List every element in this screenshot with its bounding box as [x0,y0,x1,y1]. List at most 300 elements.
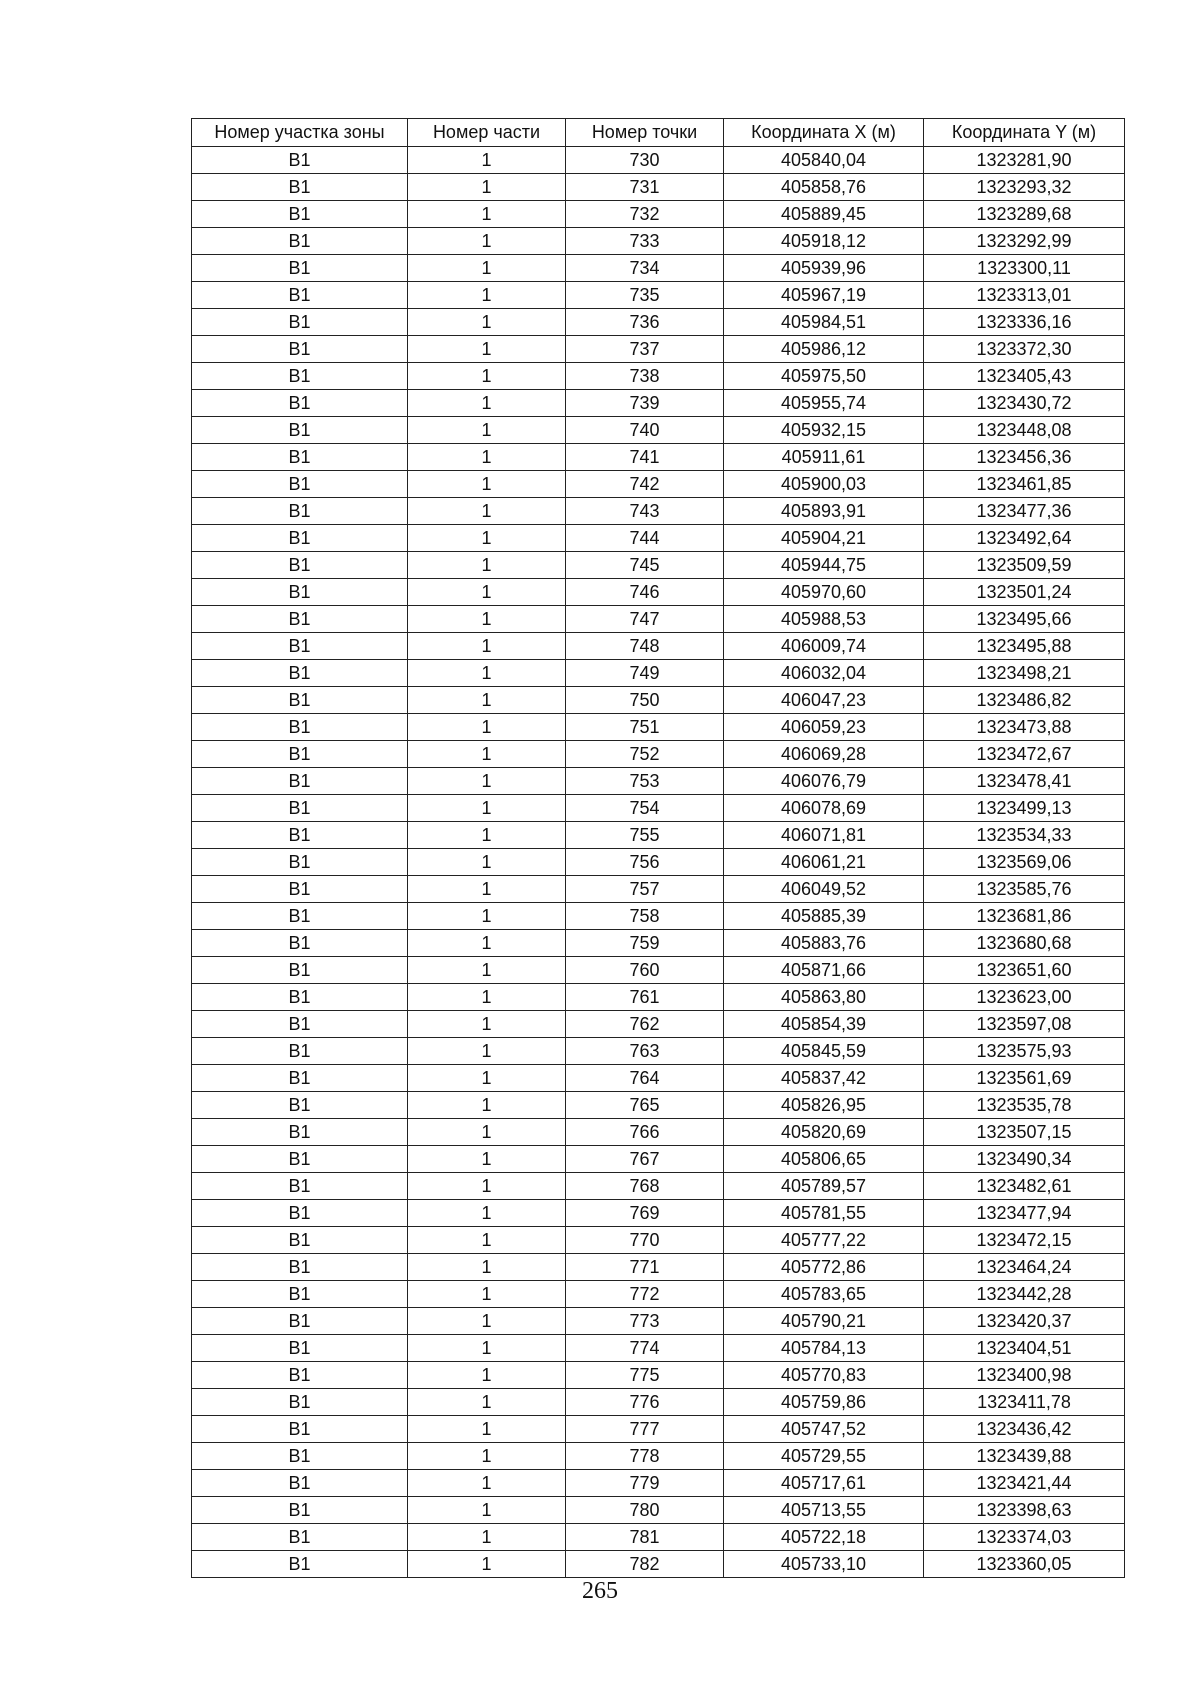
zone-section-cell: B1 [192,660,408,687]
header-part-number: Номер части [408,119,566,147]
coordinate-y-cell: 1323597,08 [924,1011,1125,1038]
coordinate-x-cell: 405889,45 [724,201,924,228]
coordinate-x-cell: 405904,21 [724,525,924,552]
coordinates-table [191,118,1125,1578]
zone-section-cell: B1 [192,1389,408,1416]
part-number-cell: 1 [408,1362,566,1389]
coordinate-y-cell: 1323442,28 [924,1281,1125,1308]
table-row [192,1146,1125,1173]
coordinate-y-cell: 1323561,69 [924,1065,1125,1092]
coordinate-y-cell: 1323482,61 [924,1173,1125,1200]
coordinate-y-cell: 1323430,72 [924,390,1125,417]
part-number-cell: 1 [408,687,566,714]
coordinate-y-cell: 1323486,82 [924,687,1125,714]
coordinate-x-cell: 405854,39 [724,1011,924,1038]
point-number-cell: 741 [566,444,724,471]
coordinate-x-cell: 405770,83 [724,1362,924,1389]
zone-section-cell: B1 [192,849,408,876]
part-number-cell: 1 [408,741,566,768]
coordinate-y-cell: 1323507,15 [924,1119,1125,1146]
table-row [192,525,1125,552]
part-number-cell: 1 [408,903,566,930]
zone-section-cell: B1 [192,201,408,228]
zone-section-cell: B1 [192,444,408,471]
coordinate-y-cell: 1323421,44 [924,1470,1125,1497]
part-number-cell: 1 [408,579,566,606]
coordinate-y-cell: 1323313,01 [924,282,1125,309]
zone-section-cell: B1 [192,498,408,525]
table-row [192,1281,1125,1308]
zone-section-cell: B1 [192,1065,408,1092]
zone-section-cell: B1 [192,1200,408,1227]
table-row [192,498,1125,525]
part-number-cell: 1 [408,417,566,444]
table-row [192,687,1125,714]
part-number-cell: 1 [408,1200,566,1227]
table-row [192,1497,1125,1524]
table-row [192,1443,1125,1470]
coordinate-x-cell: 405777,22 [724,1227,924,1254]
point-number-cell: 761 [566,984,724,1011]
header-row [192,119,1125,147]
zone-section-cell: B1 [192,903,408,930]
point-number-cell: 744 [566,525,724,552]
table-row [192,1065,1125,1092]
table-row [192,363,1125,390]
point-number-cell: 776 [566,1389,724,1416]
coordinate-x-cell: 406009,74 [724,633,924,660]
point-number-cell: 742 [566,471,724,498]
coordinate-y-cell: 1323292,99 [924,228,1125,255]
zone-section-cell: B1 [192,768,408,795]
point-number-cell: 759 [566,930,724,957]
coordinate-x-cell: 405826,95 [724,1092,924,1119]
coordinate-x-cell: 406032,04 [724,660,924,687]
point-number-cell: 752 [566,741,724,768]
coordinate-y-cell: 1323501,24 [924,579,1125,606]
coordinate-x-cell: 405790,21 [724,1308,924,1335]
zone-section-cell: B1 [192,1497,408,1524]
table-row [192,822,1125,849]
coordinate-y-cell: 1323473,88 [924,714,1125,741]
table-row [192,1011,1125,1038]
table-row [192,201,1125,228]
point-number-cell: 766 [566,1119,724,1146]
part-number-cell: 1 [408,1065,566,1092]
coordinate-y-cell: 1323492,64 [924,525,1125,552]
part-number-cell: 1 [408,1254,566,1281]
zone-section-cell: B1 [192,228,408,255]
coordinate-x-cell: 405885,39 [724,903,924,930]
point-number-cell: 764 [566,1065,724,1092]
coordinate-y-cell: 1323405,43 [924,363,1125,390]
coordinate-x-cell: 405871,66 [724,957,924,984]
part-number-cell: 1 [408,1173,566,1200]
coordinate-x-cell: 405789,57 [724,1173,924,1200]
zone-section-cell: B1 [192,1119,408,1146]
coordinate-x-cell: 405893,91 [724,498,924,525]
coordinate-x-cell: 405863,80 [724,984,924,1011]
coordinate-y-cell: 1323585,76 [924,876,1125,903]
coordinate-y-cell: 1323374,03 [924,1524,1125,1551]
coordinate-x-cell: 405781,55 [724,1200,924,1227]
zone-section-cell: B1 [192,309,408,336]
coordinate-x-cell: 405975,50 [724,363,924,390]
coordinate-x-cell: 405988,53 [724,606,924,633]
coordinate-y-cell: 1323472,67 [924,741,1125,768]
zone-section-cell: B1 [192,1308,408,1335]
table-row [192,1254,1125,1281]
table-row [192,1092,1125,1119]
table-row [192,1119,1125,1146]
table-row [192,417,1125,444]
point-number-cell: 745 [566,552,724,579]
table-row [192,660,1125,687]
coordinate-y-cell: 1323477,94 [924,1200,1125,1227]
coordinate-y-cell: 1323456,36 [924,444,1125,471]
point-number-cell: 730 [566,147,724,174]
table-row [192,1524,1125,1551]
part-number-cell: 1 [408,1524,566,1551]
table-row [192,228,1125,255]
table-row [192,174,1125,201]
part-number-cell: 1 [408,984,566,1011]
part-number-cell: 1 [408,228,566,255]
coordinate-y-cell: 1323472,15 [924,1227,1125,1254]
table-row [192,957,1125,984]
coordinate-x-cell: 406059,23 [724,714,924,741]
point-number-cell: 768 [566,1173,724,1200]
coordinate-x-cell: 406078,69 [724,795,924,822]
table-row [192,849,1125,876]
table-row [192,309,1125,336]
zone-section-cell: B1 [192,1416,408,1443]
coordinate-y-cell: 1323623,00 [924,984,1125,1011]
point-number-cell: 743 [566,498,724,525]
coordinate-y-cell: 1323575,93 [924,1038,1125,1065]
point-number-cell: 758 [566,903,724,930]
coordinate-x-cell: 405845,59 [724,1038,924,1065]
coordinate-y-cell: 1323398,63 [924,1497,1125,1524]
page-number: 265 [582,1578,618,1604]
point-number-cell: 763 [566,1038,724,1065]
point-number-cell: 770 [566,1227,724,1254]
part-number-cell: 1 [408,336,566,363]
table-row [192,147,1125,174]
point-number-cell: 779 [566,1470,724,1497]
point-number-cell: 749 [566,660,724,687]
coordinate-y-cell: 1323372,30 [924,336,1125,363]
coordinate-x-cell: 405772,86 [724,1254,924,1281]
coordinate-x-cell: 406069,28 [724,741,924,768]
part-number-cell: 1 [408,1443,566,1470]
point-number-cell: 739 [566,390,724,417]
zone-section-cell: B1 [192,1173,408,1200]
zone-section-cell: B1 [192,336,408,363]
coordinate-x-cell: 405858,76 [724,174,924,201]
table-row [192,444,1125,471]
part-number-cell: 1 [408,714,566,741]
point-number-cell: 769 [566,1200,724,1227]
coordinate-x-cell: 406047,23 [724,687,924,714]
coordinate-y-cell: 1323477,36 [924,498,1125,525]
part-number-cell: 1 [408,282,566,309]
point-number-cell: 755 [566,822,724,849]
point-number-cell: 775 [566,1362,724,1389]
table-row [192,633,1125,660]
coordinate-x-cell: 405722,18 [724,1524,924,1551]
coordinate-x-cell: 405900,03 [724,471,924,498]
zone-section-cell: B1 [192,633,408,660]
part-number-cell: 1 [408,525,566,552]
table-row [192,768,1125,795]
point-number-cell: 771 [566,1254,724,1281]
zone-section-cell: B1 [192,1281,408,1308]
table-row [192,1362,1125,1389]
coordinate-y-cell: 1323300,11 [924,255,1125,282]
zone-section-cell: B1 [192,1092,408,1119]
part-number-cell: 1 [408,390,566,417]
point-number-cell: 738 [566,363,724,390]
zone-section-cell: B1 [192,1362,408,1389]
coordinate-x-cell: 405759,86 [724,1389,924,1416]
point-number-cell: 780 [566,1497,724,1524]
coordinate-y-cell: 1323651,60 [924,957,1125,984]
part-number-cell: 1 [408,1146,566,1173]
part-number-cell: 1 [408,552,566,579]
coordinate-x-cell: 405783,65 [724,1281,924,1308]
part-number-cell: 1 [408,309,566,336]
zone-section-cell: B1 [192,174,408,201]
coordinate-x-cell: 405840,04 [724,147,924,174]
zone-section-cell: B1 [192,552,408,579]
point-number-cell: 731 [566,174,724,201]
table-row [192,336,1125,363]
zone-section-cell: B1 [192,687,408,714]
point-number-cell: 740 [566,417,724,444]
coordinate-y-cell: 1323336,16 [924,309,1125,336]
coordinate-y-cell: 1323534,33 [924,822,1125,849]
part-number-cell: 1 [408,1281,566,1308]
part-number-cell: 1 [408,1308,566,1335]
coordinate-y-cell: 1323439,88 [924,1443,1125,1470]
table-row [192,1416,1125,1443]
table-row [192,1173,1125,1200]
point-number-cell: 736 [566,309,724,336]
part-number-cell: 1 [408,1011,566,1038]
table-row [192,1551,1125,1578]
part-number-cell: 1 [408,1038,566,1065]
coordinate-y-cell: 1323464,24 [924,1254,1125,1281]
zone-section-cell: B1 [192,714,408,741]
part-number-cell: 1 [408,255,566,282]
coordinate-x-cell: 405747,52 [724,1416,924,1443]
point-number-cell: 762 [566,1011,724,1038]
part-number-cell: 1 [408,930,566,957]
part-number-cell: 1 [408,1227,566,1254]
coordinate-y-cell: 1323499,13 [924,795,1125,822]
part-number-cell: 1 [408,1389,566,1416]
part-number-cell: 1 [408,498,566,525]
coordinate-x-cell: 405918,12 [724,228,924,255]
coordinate-x-cell: 406076,79 [724,768,924,795]
table-row [192,984,1125,1011]
part-number-cell: 1 [408,363,566,390]
zone-section-cell: B1 [192,1011,408,1038]
part-number-cell: 1 [408,876,566,903]
point-number-cell: 735 [566,282,724,309]
zone-section-cell: B1 [192,1038,408,1065]
part-number-cell: 1 [408,471,566,498]
table-row [192,795,1125,822]
coordinate-x-cell: 405967,19 [724,282,924,309]
point-number-cell: 765 [566,1092,724,1119]
zone-section-cell: B1 [192,417,408,444]
zone-section-cell: B1 [192,1524,408,1551]
table-row [192,552,1125,579]
point-number-cell: 777 [566,1416,724,1443]
coordinate-x-cell: 405955,74 [724,390,924,417]
table-row [192,255,1125,282]
point-number-cell: 760 [566,957,724,984]
coordinate-x-cell: 406071,81 [724,822,924,849]
coordinate-y-cell: 1323490,34 [924,1146,1125,1173]
coordinate-y-cell: 1323498,21 [924,660,1125,687]
zone-section-cell: B1 [192,741,408,768]
part-number-cell: 1 [408,795,566,822]
coordinate-x-cell: 405713,55 [724,1497,924,1524]
part-number-cell: 1 [408,147,566,174]
coordinate-y-cell: 1323509,59 [924,552,1125,579]
coordinate-x-cell: 405939,96 [724,255,924,282]
table-row [192,579,1125,606]
coordinate-x-cell: 405729,55 [724,1443,924,1470]
header-zone-section: Номер участка зоны [192,119,408,147]
zone-section-cell: B1 [192,390,408,417]
part-number-cell: 1 [408,1335,566,1362]
coordinate-x-cell: 405944,75 [724,552,924,579]
point-number-cell: 774 [566,1335,724,1362]
zone-section-cell: B1 [192,1146,408,1173]
table-row [192,741,1125,768]
coordinate-x-cell: 405717,61 [724,1470,924,1497]
table-row [192,1389,1125,1416]
header-coordinate-y: Координата Y (м) [924,119,1125,147]
point-number-cell: 772 [566,1281,724,1308]
point-number-cell: 732 [566,201,724,228]
coordinate-x-cell: 406061,21 [724,849,924,876]
coordinate-x-cell: 405932,15 [724,417,924,444]
part-number-cell: 1 [408,633,566,660]
point-number-cell: 767 [566,1146,724,1173]
zone-section-cell: B1 [192,1254,408,1281]
coordinate-y-cell: 1323448,08 [924,417,1125,444]
table-row [192,1335,1125,1362]
part-number-cell: 1 [408,201,566,228]
zone-section-cell: B1 [192,147,408,174]
coordinate-y-cell: 1323569,06 [924,849,1125,876]
zone-section-cell: B1 [192,1551,408,1578]
coordinate-x-cell: 406049,52 [724,876,924,903]
zone-section-cell: B1 [192,822,408,849]
table-row [192,714,1125,741]
coordinate-x-cell: 405784,13 [724,1335,924,1362]
coordinate-x-cell: 405911,61 [724,444,924,471]
table-row [192,606,1125,633]
zone-section-cell: B1 [192,1443,408,1470]
zone-section-cell: B1 [192,255,408,282]
table-row [192,1227,1125,1254]
zone-section-cell: B1 [192,579,408,606]
coordinate-y-cell: 1323420,37 [924,1308,1125,1335]
point-number-cell: 773 [566,1308,724,1335]
table-row [192,390,1125,417]
coordinate-y-cell: 1323400,98 [924,1362,1125,1389]
coordinate-y-cell: 1323436,42 [924,1416,1125,1443]
part-number-cell: 1 [408,822,566,849]
part-number-cell: 1 [408,1470,566,1497]
part-number-cell: 1 [408,1416,566,1443]
point-number-cell: 757 [566,876,724,903]
point-number-cell: 737 [566,336,724,363]
zone-section-cell: B1 [192,957,408,984]
table-row [192,1038,1125,1065]
point-number-cell: 756 [566,849,724,876]
part-number-cell: 1 [408,444,566,471]
part-number-cell: 1 [408,606,566,633]
zone-section-cell: B1 [192,876,408,903]
table-header [192,119,1125,147]
coordinate-x-cell: 405806,65 [724,1146,924,1173]
part-number-cell: 1 [408,849,566,876]
part-number-cell: 1 [408,1092,566,1119]
table-row [192,1200,1125,1227]
table-row [192,876,1125,903]
coordinate-x-cell: 405837,42 [724,1065,924,1092]
part-number-cell: 1 [408,1551,566,1578]
coordinate-x-cell: 405970,60 [724,579,924,606]
zone-section-cell: B1 [192,525,408,552]
part-number-cell: 1 [408,174,566,201]
coordinate-x-cell: 405820,69 [724,1119,924,1146]
point-number-cell: 754 [566,795,724,822]
table-row [192,282,1125,309]
table-row [192,903,1125,930]
point-number-cell: 733 [566,228,724,255]
part-number-cell: 1 [408,1497,566,1524]
coordinate-x-cell: 405733,10 [724,1551,924,1578]
zone-section-cell: B1 [192,282,408,309]
zone-section-cell: B1 [192,606,408,633]
table-row [192,1470,1125,1497]
coordinate-y-cell: 1323289,68 [924,201,1125,228]
point-number-cell: 750 [566,687,724,714]
zone-section-cell: B1 [192,1335,408,1362]
part-number-cell: 1 [408,660,566,687]
coordinate-x-cell: 405883,76 [724,930,924,957]
coordinate-x-cell: 405986,12 [724,336,924,363]
zone-section-cell: B1 [192,1227,408,1254]
coordinate-y-cell: 1323411,78 [924,1389,1125,1416]
coordinate-y-cell: 1323535,78 [924,1092,1125,1119]
coordinate-y-cell: 1323281,90 [924,147,1125,174]
table-row [192,471,1125,498]
header-coordinate-x: Координата X (м) [724,119,924,147]
part-number-cell: 1 [408,1119,566,1146]
point-number-cell: 781 [566,1524,724,1551]
coordinate-y-cell: 1323478,41 [924,768,1125,795]
coordinate-y-cell: 1323461,85 [924,471,1125,498]
